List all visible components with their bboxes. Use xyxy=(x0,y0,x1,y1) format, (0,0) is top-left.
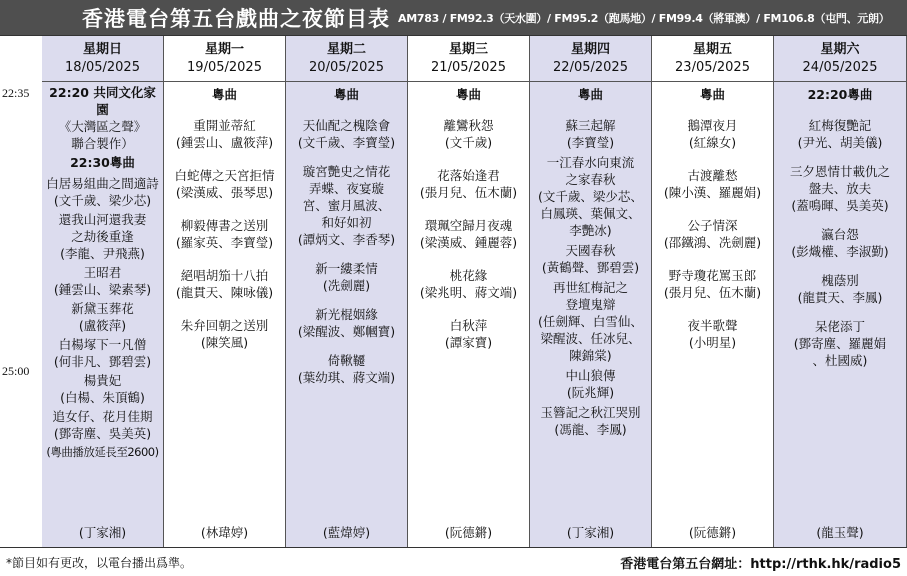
programme-item xyxy=(410,317,527,351)
programme-line: 紅梅復艷記 xyxy=(808,118,872,133)
programme-item xyxy=(654,267,771,301)
programme-item xyxy=(410,117,527,151)
programme-line: 王昭君 xyxy=(83,265,122,280)
day-name: 星期三 xyxy=(448,42,488,57)
programme-item xyxy=(44,336,161,370)
host-name: (阮德鏘) xyxy=(444,525,493,540)
time-end: 25:00 xyxy=(2,364,30,378)
programme-line: 盤夫、放夫 xyxy=(808,181,872,196)
programme-line: (鄧寄塵、吳美英) xyxy=(53,426,152,441)
programme-line: 槐蔭別 xyxy=(821,273,859,288)
day-programmes xyxy=(164,82,285,351)
host-name: (藍煒婷) xyxy=(322,525,371,540)
day-programmes xyxy=(652,82,773,351)
frequency-list: AM783 / FM92.3（天水圍）/ FM95.2（跑馬地）/ FM99.4（將軍澳）/ FM106.8（屯門、元朗） xyxy=(398,11,890,25)
programme-item xyxy=(166,217,283,251)
programme-line: (張月兒、伍木蘭) xyxy=(663,285,762,300)
programme-item xyxy=(410,167,527,201)
programme-item xyxy=(654,117,771,151)
programme-item xyxy=(44,408,161,442)
programme-line: 桃花緣 xyxy=(449,268,488,283)
programme-line: (梁兆明、蔣文端) xyxy=(419,285,518,300)
page-title: 香港電台第五台戲曲之夜節目表 xyxy=(82,6,390,31)
programme-line: (文千歲) xyxy=(444,135,493,150)
host-name: (阮德鏘) xyxy=(688,525,737,540)
programme-line: (小明星) xyxy=(688,335,737,350)
programme-item xyxy=(288,306,405,340)
footer-note: *節目如有更改，以電台播出爲準。 xyxy=(6,556,193,570)
programme-line: 蘇三起解 xyxy=(565,118,616,133)
programme-line: 中山狼傳 xyxy=(565,368,616,383)
programme-line: 天仙配之槐陰會 xyxy=(302,118,391,133)
programme-line: 和好如初 xyxy=(321,215,372,230)
day-header xyxy=(652,36,773,82)
programme-line: (文千歲、梁少芯、 xyxy=(538,189,643,204)
programme-item xyxy=(166,317,283,351)
programme-line: 還我山河還我妻 xyxy=(58,212,147,227)
category-label: 粵曲 xyxy=(333,87,359,102)
programme-line: 白秋萍 xyxy=(449,318,488,333)
programme-line: 新黛玉葬花 xyxy=(71,301,134,316)
programme-line: 鵝潭夜月 xyxy=(687,118,738,133)
programme-line: 白蛇傳之天宮拒情 xyxy=(174,168,275,183)
programme-item xyxy=(776,163,904,214)
programme-line: (龍貫天、李鳳) xyxy=(797,290,883,305)
programme-line: 夜半歌聲 xyxy=(687,318,738,333)
programme-line: 弄蝶、夜宴璇 xyxy=(308,181,384,196)
programme-item xyxy=(532,117,649,151)
host-name: (丁家湘) xyxy=(566,525,615,540)
time-column xyxy=(0,36,43,547)
programme-line: 新一縷柔情 xyxy=(315,261,378,276)
programme-line: (文千歲、梁少芯) xyxy=(53,193,152,208)
programme-line: 登壇鬼辯 xyxy=(565,297,616,312)
programme-item xyxy=(776,226,904,260)
programme-item xyxy=(166,167,283,201)
programme-line: (陳笑風) xyxy=(200,335,249,350)
programme-line: 環珮空歸月夜魂 xyxy=(424,218,513,233)
category-label: 粵曲 xyxy=(211,87,237,102)
day-column xyxy=(164,36,286,547)
footer xyxy=(0,546,907,576)
day-date: 23/05/2025 xyxy=(675,60,750,75)
programme-line: 柳毅傳書之送別 xyxy=(180,218,269,233)
programme-line: (梁漢威、鍾麗蓉) xyxy=(419,235,518,250)
programme-line: 宮、蜜月風波、 xyxy=(302,198,391,213)
programme-line: 白居易組曲之間適詩 xyxy=(46,176,159,191)
programme-line: (尹光、胡美儀) xyxy=(797,135,883,150)
extension-note: (粵曲播放延長至2600) xyxy=(46,445,159,459)
programme-item xyxy=(532,367,649,401)
programme-line: 花落始逢君 xyxy=(437,168,500,183)
programme-line: 三夕恩情廿載仇之 xyxy=(789,164,890,179)
programme-line: (李寶瑩) xyxy=(566,135,615,150)
intro-line: 聯合製作） xyxy=(71,136,134,151)
programme-item xyxy=(654,317,771,351)
programme-line: 倚鞦韆 xyxy=(327,353,366,368)
programme-item xyxy=(776,318,904,369)
programme-line: (盧筱萍) xyxy=(78,318,127,333)
programme-line: (冼劍麗) xyxy=(322,278,371,293)
programme-line: 野寺瓊花罵玉郎 xyxy=(668,268,757,283)
day-column xyxy=(652,36,774,547)
programme-item xyxy=(532,154,649,239)
day-programmes xyxy=(774,82,906,369)
programme-line: (羅家英、李寶瑩) xyxy=(175,235,274,250)
day-column xyxy=(286,36,408,547)
programme-line: (阮兆輝) xyxy=(566,385,615,400)
programme-line: (馮龍、李鳳) xyxy=(554,422,627,437)
programme-line: 朱弁回朝之送別 xyxy=(180,318,269,333)
programme-item xyxy=(532,242,649,276)
programme-line: (張月兒、伍木蘭) xyxy=(419,185,518,200)
programme-item xyxy=(166,267,283,301)
programme-line: (譚家寶) xyxy=(444,335,493,350)
intro-block xyxy=(44,84,161,152)
day-column xyxy=(42,36,164,547)
programme-line: 之家春秋 xyxy=(565,172,616,187)
programme-item xyxy=(44,300,161,334)
host-name: (丁家湘) xyxy=(78,525,127,540)
programme-item xyxy=(776,272,904,306)
programme-item xyxy=(288,117,405,151)
programme-line: 一江春水向東流 xyxy=(546,155,635,170)
programme-item xyxy=(410,267,527,301)
intro-line: 22:20 共同文化家園 xyxy=(49,85,156,117)
day-date: 21/05/2025 xyxy=(431,60,506,75)
programme-item xyxy=(654,167,771,201)
programme-line: 古渡離愁 xyxy=(687,168,738,183)
time-start: 22:35 xyxy=(2,86,30,100)
day-column xyxy=(530,36,652,547)
programme-item xyxy=(288,260,405,294)
programme-line: 再世紅梅記之 xyxy=(552,280,628,295)
programme-item xyxy=(44,372,161,406)
day-column xyxy=(774,36,907,547)
day-name: 星期四 xyxy=(570,42,610,57)
footer-url: 香港電台第五台網址：http://rthk.hk/radio5 xyxy=(620,557,901,572)
programme-line: 楊貴妃 xyxy=(83,373,122,388)
programme-line: (梁醒波、鄭幗寶) xyxy=(297,324,396,339)
day-name: 星期六 xyxy=(820,42,860,57)
programme-line: 玉簪記之秋江哭別 xyxy=(540,405,641,420)
day-name: 星期二 xyxy=(326,42,366,57)
programme-item xyxy=(410,217,527,251)
programme-line: (紅線女) xyxy=(688,135,737,150)
programme-line: (邵鐵鴻、冼劍麗) xyxy=(663,235,762,250)
programme-item xyxy=(288,352,405,386)
day-header xyxy=(286,36,407,82)
programme-line: (黃鶴聲、鄧碧雲) xyxy=(541,260,640,275)
programme-line: 離鸞秋怨 xyxy=(443,118,494,133)
category-label: 22:20粵曲 xyxy=(807,87,873,102)
programme-line: (梁漢威、張琴思) xyxy=(175,185,274,200)
day-header xyxy=(42,36,163,82)
day-name: 星期五 xyxy=(692,42,732,57)
programme-item xyxy=(166,117,283,151)
day-column xyxy=(408,36,530,547)
programme-line: 之劫後重逢 xyxy=(71,229,134,244)
programme-line: (葉幼琪、蔣文端) xyxy=(297,370,396,385)
day-date: 20/05/2025 xyxy=(309,60,384,75)
day-name: 星期日 xyxy=(82,42,122,57)
programme-line: 白楊塚下一凡僧 xyxy=(58,337,147,352)
programme-item xyxy=(44,175,161,209)
programme-line: (鄧寄塵、羅麗娟 xyxy=(793,336,887,351)
programme-line: 、杜國威) xyxy=(812,353,868,368)
programme-item xyxy=(288,163,405,248)
programme-line: 絕唱胡笳十八拍 xyxy=(180,268,269,283)
day-header xyxy=(164,36,285,82)
programme-line: 璇宮艷史之情花 xyxy=(302,164,391,179)
programme-item xyxy=(776,117,904,151)
programme-item xyxy=(654,217,771,251)
day-header xyxy=(408,36,529,82)
programme-item xyxy=(532,404,649,438)
programme-line: 新光棍姻緣 xyxy=(315,307,378,322)
schedule-grid xyxy=(0,35,907,548)
programme-line: (何非凡、鄧碧雲) xyxy=(53,354,152,369)
day-date: 24/05/2025 xyxy=(802,60,878,75)
programme-line: (陳小漢、羅麗娟) xyxy=(663,185,762,200)
programme-line: 呆佬添丁 xyxy=(814,319,865,334)
programme-line: 公子情深 xyxy=(687,218,738,233)
programme-item xyxy=(44,264,161,298)
programme-line: (李龍、尹飛燕) xyxy=(60,246,145,261)
day-date: 18/05/2025 xyxy=(65,60,140,75)
programme-line: 天國春秋 xyxy=(565,243,616,258)
category-label: 粵曲 xyxy=(455,87,481,102)
programme-line: (白楊、朱頂鶴) xyxy=(60,390,145,405)
host-name: (林瑋婷) xyxy=(200,525,249,540)
day-programmes xyxy=(408,82,529,351)
day-date: 19/05/2025 xyxy=(187,60,262,75)
programme-line: (鍾雲山、盧筱萍) xyxy=(175,135,274,150)
category-label: 22:30粵曲 xyxy=(70,155,135,170)
programme-line: (蓋鳴暉、吳美英) xyxy=(791,198,889,213)
programme-line: 白鳳瑛、葉佩文、 xyxy=(540,206,641,221)
category-label: 粵曲 xyxy=(577,87,603,102)
programme-line: (文千歲、李寶瑩) xyxy=(297,135,396,150)
day-programmes xyxy=(530,82,651,438)
day-date: 22/05/2025 xyxy=(553,60,628,75)
programme-line: 瀛台怨 xyxy=(821,227,859,242)
programme-line: (龍貫天、陳咏儀) xyxy=(175,285,274,300)
host-name: (龍玉聲) xyxy=(816,525,864,540)
day-header xyxy=(530,36,651,82)
programme-line: 李艷冰) xyxy=(569,223,612,238)
day-programmes xyxy=(42,82,163,461)
programme-line: 重開並蒂紅 xyxy=(193,118,256,133)
category-label: 粵曲 xyxy=(699,87,725,102)
programme-line: (譚炳文、李香琴) xyxy=(297,232,396,247)
programme-line: 陳錦棠) xyxy=(569,348,612,363)
programme-line: 追女仔、花月佳期 xyxy=(52,409,153,424)
programme-line: (彭熾權、李淑勤) xyxy=(791,244,889,259)
programme-item xyxy=(532,279,649,364)
day-name: 星期一 xyxy=(204,42,244,57)
day-programmes xyxy=(286,82,407,386)
day-header xyxy=(774,36,906,82)
title-bar xyxy=(0,0,907,35)
intro-line: 《大灣區之聲》 xyxy=(58,119,147,134)
programme-line: (任劍輝、白雪仙、 xyxy=(538,314,643,329)
programme-line: (鍾雲山、梁素琴) xyxy=(53,282,152,297)
programme-item xyxy=(44,211,161,262)
programme-line: 梁醒波、任冰兒、 xyxy=(540,331,641,346)
